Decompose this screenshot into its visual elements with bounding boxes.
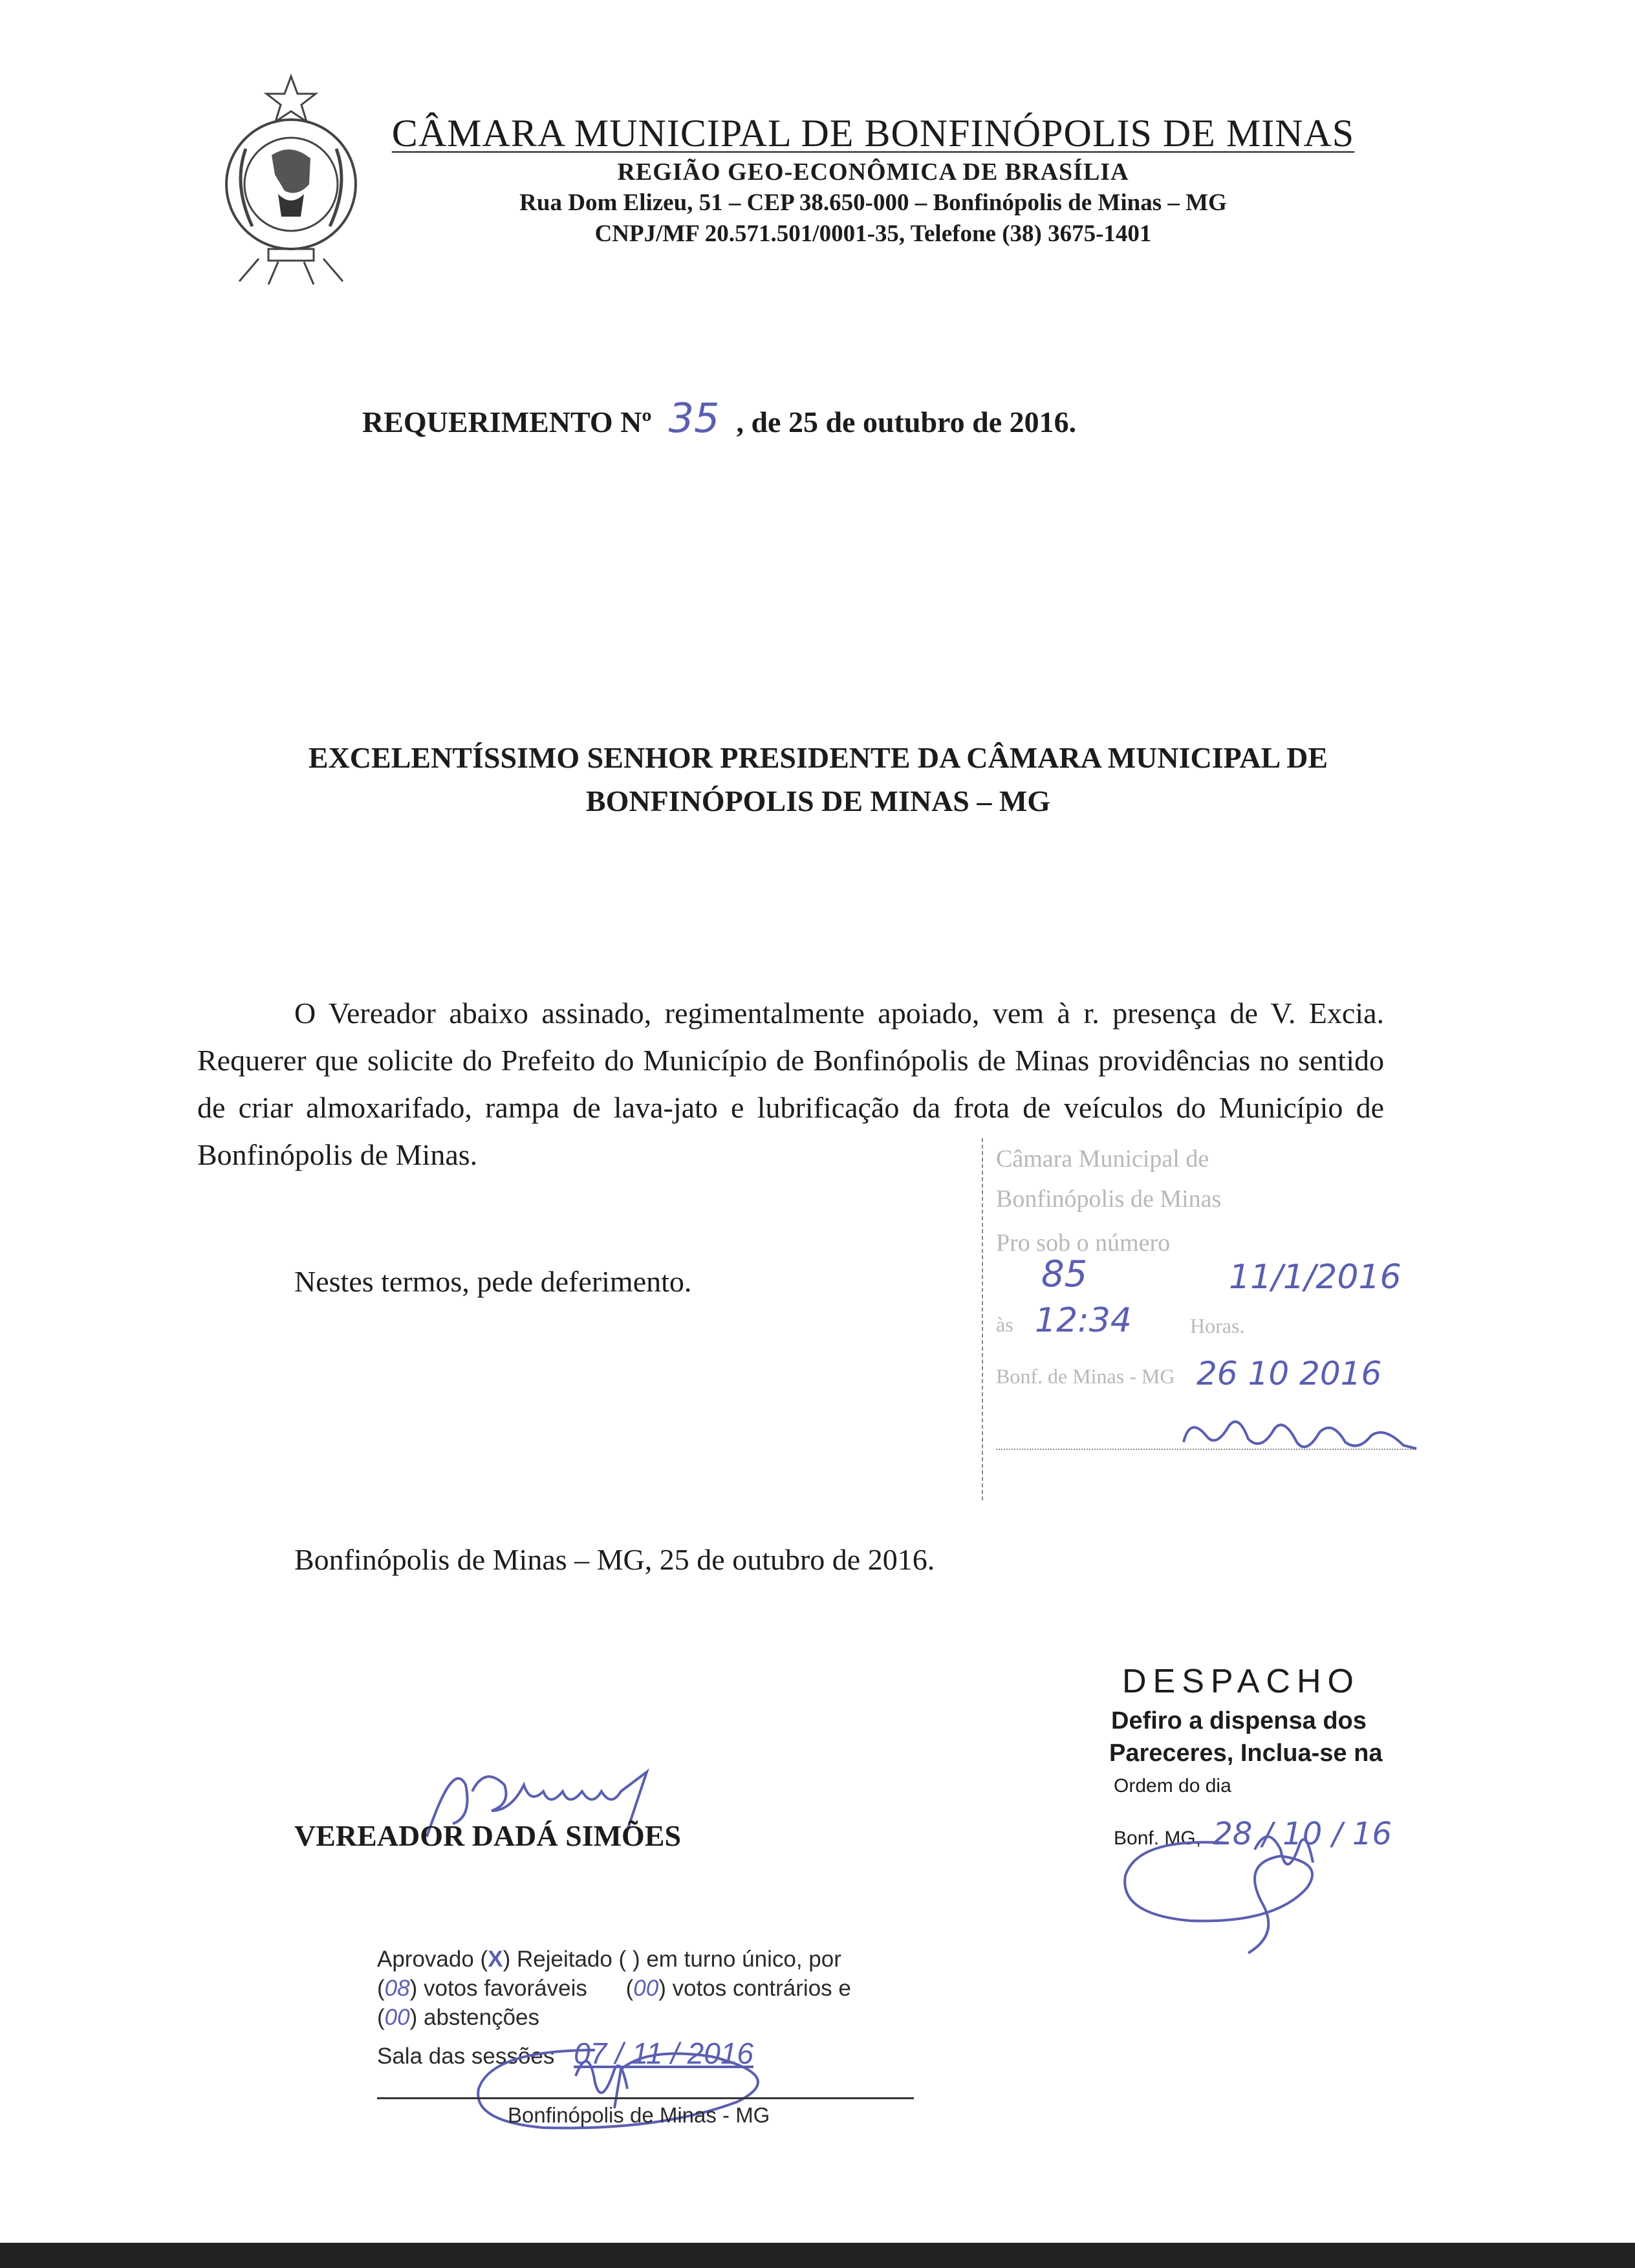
protocol-stamp <box>982 1138 1429 1500</box>
stamp-protocol-date: 11/1/2016 <box>1229 1258 1402 1297</box>
vote-place: Bonfinópolis de Minas - MG <box>508 2103 770 2127</box>
stamp-time: 12:34 <box>1035 1301 1132 1340</box>
vote-signature-line <box>377 2097 914 2099</box>
vote-line-3: (00) abstenções <box>377 2005 540 2030</box>
stamp-time-suffix: Horas. <box>1190 1314 1245 1337</box>
date-line: Bonfinópolis de Minas – MG, 25 de outubro de 2016. <box>294 1543 935 1576</box>
stamp-place: Bonf. de Minas - MG <box>996 1365 1175 1388</box>
stamp-line-1: Câmara Municipal de <box>996 1145 1209 1172</box>
vote-contrary-label: votos contrários e <box>672 1976 851 2001</box>
stamp-line-3: Pro sob o número <box>996 1229 1171 1257</box>
despacho-ordem: Ordem do dia <box>1114 1775 1231 1797</box>
stamp-received-date: 26 10 2016 <box>1196 1355 1382 1392</box>
addressee-line-1: EXCELENTÍSSIMO SENHOR PRESIDENTE DA CÂMARA MUNICIPAL DE <box>308 741 1328 774</box>
requirement-title <box>362 394 1076 442</box>
org-address: Rua Dom Elizeu, 51 – CEP 38.650-000 – Bonfinópolis de Minas – MG <box>519 189 1227 216</box>
org-cnpj-phone: CNPJ/MF 20.571.501/0001-35, Telefone (38) 3675-1401 <box>594 221 1152 247</box>
requirement-prefix: REQUERIMENTO Nº <box>362 405 652 438</box>
vote-approved-mark: X <box>488 1947 503 1972</box>
vote-approved-label: Aprovado ( <box>377 1947 488 1972</box>
closing-text: Nestes termos, pede deferimento. <box>294 1265 692 1298</box>
requirement-number: 35 <box>668 394 720 442</box>
despacho-date: 28 / 10 / 16 <box>1213 1816 1392 1852</box>
stamp-signature-icon <box>1177 1403 1423 1462</box>
vote-favorable-count: 08 <box>384 1976 410 2001</box>
despacho-line-1: Defiro a dispensa dos <box>1111 1707 1367 1734</box>
despacho-line-2: Pareceres, Inclua-se na <box>1109 1740 1383 1767</box>
org-region: REGIÃO GEO-ECONÔMICA DE BRASÍLIA <box>617 158 1129 186</box>
vote-favorable-label: votos favoráveis <box>423 1976 587 2001</box>
requirement-date: , de 25 de outubro de 2016. <box>736 405 1077 438</box>
scan-bottom-edge <box>0 2243 1635 2268</box>
despacho-signature-icon <box>1112 1824 1416 1960</box>
vote-line-1 <box>377 1947 841 1972</box>
vote-rejected-label: ) Rejeitado ( ) em turno único, por <box>503 1947 841 1972</box>
org-name: CÂMARA MUNICIPAL DE BONFINÓPOLIS DE MINAS <box>391 112 1355 155</box>
signatory-name: VEREADOR DADÁ SIMÕES <box>294 1819 682 1852</box>
vote-session-date: 07 / 11 / 2016 <box>574 2036 753 2070</box>
vote-line-2: (08) votos favoráveis (00) votos contrários e <box>377 1976 851 2001</box>
stamp-protocol-number: 85 <box>1041 1253 1088 1295</box>
stamp-time-prefix: às <box>996 1313 1013 1336</box>
municipal-seal-icon <box>207 71 375 285</box>
vote-abstention-count: 00 <box>384 2005 410 2030</box>
stamp-line-2: Bonfinópolis de Minas <box>996 1185 1222 1213</box>
vote-session-label: Sala das sessões <box>377 2044 555 2069</box>
despacho-title: DESPACHO <box>1122 1663 1360 1700</box>
body-paragraph: O Vereador abaixo assinado, regimentalmente apoiado, vem à r. presença de V. Excia. Requerer que solicite do Prefeito do Município de Bonfinópolis de Minas providências no sentido de criar almoxarifado, rampa de lava-jato e lubrificação da frota de veículos do Município de Bonfinópolis de Minas. <box>197 997 1384 1171</box>
vote-contrary-count: 00 <box>633 1976 659 2001</box>
addressee-line-2: BONFINÓPOLIS DE MINAS – MG <box>585 784 1051 817</box>
vote-abstention-label: abstenções <box>423 2005 540 2030</box>
despacho-bonf-label: Bonf. MG, <box>1114 1828 1202 1849</box>
